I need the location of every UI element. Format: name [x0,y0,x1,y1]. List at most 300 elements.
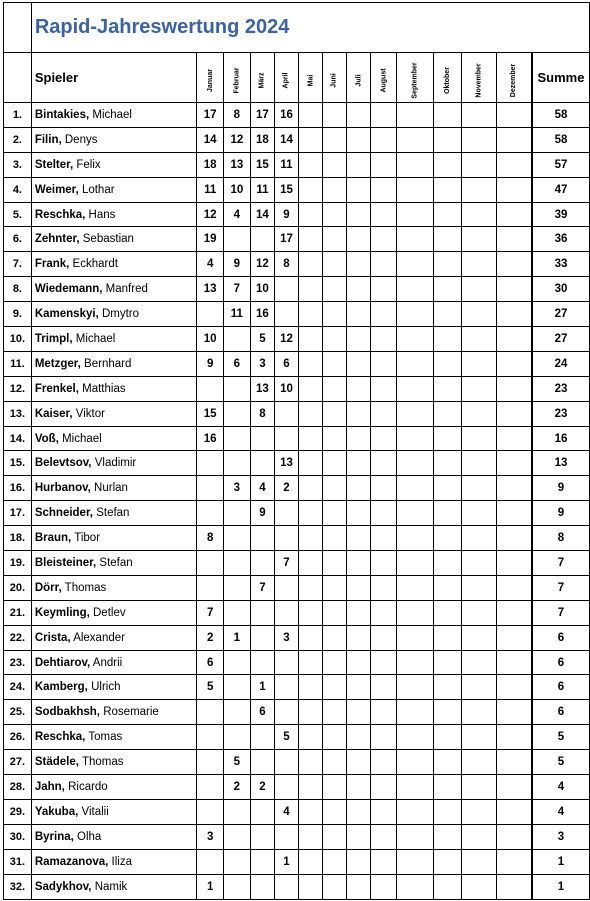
month-score-cell [462,824,497,849]
month-score-cell [497,551,532,576]
month-score-cell [434,775,462,800]
player-cell [31,775,197,800]
month-score-cell [274,650,298,675]
month-score-cell [397,775,434,800]
month-score-cell [347,874,371,899]
month-score-cell [497,775,532,800]
month-score-cell [397,376,434,401]
sum-cell: 6 [532,650,590,675]
month-score-cell [298,799,322,824]
month-score-cell [497,376,532,401]
month-score-cell [371,127,397,152]
player-last-name: Schneider, [34,507,93,520]
player-first-name: Olha [77,830,102,843]
month-score-cell [371,799,397,824]
month-score-cell [497,252,532,277]
month-score-cell [434,376,462,401]
month-score-cell [434,551,462,576]
month-score-cell: 7 [197,600,223,625]
month-score-cell [298,476,322,501]
sum-cell: 4 [532,775,590,800]
sum-cell: 7 [532,575,590,600]
rank-cell: 21. [4,600,32,625]
rank-cell: 8. [4,277,32,302]
month-score-cell [347,725,371,750]
month-score-cell: 16 [250,302,274,327]
month-score-cell [462,252,497,277]
player-cell [31,202,197,227]
month-score-cell: 6 [197,650,223,675]
month-score-cell [322,252,347,277]
month-score-cell [322,775,347,800]
sum-cell: 30 [532,277,590,302]
month-score-cell [274,501,298,526]
month-score-cell: 19 [197,227,223,252]
month-score-cell [371,302,397,327]
month-score-cell [322,600,347,625]
player-cell [31,103,197,128]
month-score-cell [462,600,497,625]
month-score-cell [274,775,298,800]
month-score-cell [462,177,497,202]
month-score-cell [397,750,434,775]
standings-body [4,103,590,900]
rank-cell: 20. [4,575,32,600]
month-score-cell [322,650,347,675]
month-score-cell [497,277,532,302]
player-cell [31,600,197,625]
month-score-cell: 18 [197,152,223,177]
month-score-cell [434,849,462,874]
player-first-name: Vladimir [94,457,137,470]
month-score-cell: 12 [223,127,250,152]
month-score-cell [497,451,532,476]
rank-cell: 6. [4,227,32,252]
player-last-name: Voß, [34,432,59,445]
month-score-cell: 2 [250,775,274,800]
month-score-cell [462,426,497,451]
month-score-cell [298,750,322,775]
month-score-cell [371,327,397,352]
month-score-cell [434,103,462,128]
month-score-cell [223,799,250,824]
rank-cell: 32. [4,874,32,899]
month-score-cell [462,302,497,327]
month-score-cell [371,750,397,775]
player-cell [31,625,197,650]
month-score-cell: 16 [274,103,298,128]
table-row [4,725,590,750]
month-score-cell [497,874,532,899]
player-first-name: Andrii [92,656,123,669]
month-score-cell: 10 [223,177,250,202]
player-cell [31,127,197,152]
month-score-cell [322,376,347,401]
month-score-cell [434,277,462,302]
month-score-cell [223,451,250,476]
player-cell [31,799,197,824]
month-score-cell [462,277,497,302]
month-score-cell [497,302,532,327]
month-score-cell [371,725,397,750]
rank-cell: 17. [4,501,32,526]
player-last-name: Kaiser, [34,407,73,420]
month-score-cell [298,252,322,277]
rank-cell: 2. [4,127,32,152]
month-score-cell [298,376,322,401]
month-score-cell [322,177,347,202]
month-score-cell: 13 [274,451,298,476]
month-score-cell: 1 [250,675,274,700]
player-first-name: Stefan [99,556,133,569]
month-score-cell [434,152,462,177]
month-score-cell [434,725,462,750]
month-score-cell [462,526,497,551]
table-row [4,799,590,824]
month-score-cell: 5 [223,750,250,775]
table-row [4,252,590,277]
month-header-label: September [411,61,419,99]
sum-cell: 6 [532,625,590,650]
rank-cell: 13. [4,401,32,426]
player-last-name: Metzger, [34,357,81,370]
sum-cell: 36 [532,227,590,252]
month-header-label: Januar [206,68,214,92]
rank-cell: 22. [4,625,32,650]
rank-cell: 7. [4,252,32,277]
month-score-cell [250,874,274,899]
player-cell [31,650,197,675]
month-score-cell [347,575,371,600]
month-score-cell [347,103,371,128]
rank-cell: 25. [4,700,32,725]
month-score-cell [347,252,371,277]
month-score-cell [497,177,532,202]
month-score-cell [250,426,274,451]
rank-cell: 28. [4,775,32,800]
month-score-cell [347,501,371,526]
month-score-cell [250,625,274,650]
player-first-name: Eckhardt [72,258,118,271]
rank-cell: 9. [4,302,32,327]
sum-cell: 58 [532,127,590,152]
month-score-cell: 3 [197,824,223,849]
month-score-cell [497,426,532,451]
sum-cell: 1 [532,849,590,874]
month-score-cell [371,575,397,600]
month-score-cell: 6 [223,351,250,376]
player-first-name: Sebastian [82,233,134,246]
player-cell [31,476,197,501]
month-score-cell [298,451,322,476]
month-score-cell: 18 [250,127,274,152]
month-score-cell [298,700,322,725]
table-row [4,376,590,401]
month-score-cell [371,824,397,849]
month-score-cell [371,277,397,302]
month-score-cell [434,202,462,227]
month-score-cell [347,451,371,476]
table-row [4,302,590,327]
sum-cell: 33 [532,252,590,277]
month-score-cell [347,327,371,352]
month-score-cell [322,526,347,551]
month-score-cell: 11 [223,302,250,327]
month-score-cell [434,227,462,252]
month-score-cell [397,675,434,700]
month-score-cell [434,650,462,675]
month-score-cell [497,824,532,849]
month-score-cell: 9 [197,351,223,376]
month-score-cell [462,202,497,227]
month-header [197,53,223,103]
month-score-cell [322,202,347,227]
player-last-name: Reschka, [34,208,86,221]
month-score-cell [347,202,371,227]
month-score-cell [322,426,347,451]
month-score-cell [250,551,274,576]
month-score-cell [347,227,371,252]
month-score-cell [371,874,397,899]
month-score-cell [397,874,434,899]
month-score-cell [434,600,462,625]
month-score-cell [274,824,298,849]
month-score-cell: 10 [197,327,223,352]
month-score-cell [197,849,223,874]
player-cell [31,451,197,476]
month-score-cell [347,302,371,327]
month-score-cell [347,824,371,849]
month-header [274,53,298,103]
month-score-cell [371,401,397,426]
month-score-cell [371,600,397,625]
month-score-cell [397,451,434,476]
month-score-cell [274,600,298,625]
month-score-cell: 12 [197,202,223,227]
table-row [4,625,590,650]
month-score-cell [250,849,274,874]
month-score-cell [371,849,397,874]
month-score-cell [497,849,532,874]
month-score-cell [397,351,434,376]
table-row [4,277,590,302]
player-first-name: Nurlan [94,482,128,495]
month-score-cell [223,650,250,675]
month-score-cell [371,103,397,128]
month-score-cell [497,127,532,152]
month-score-cell [371,451,397,476]
player-last-name: Frenkel, [34,382,79,395]
table-row [4,675,590,700]
month-header [223,53,250,103]
player-last-name: Bintakies, [34,108,90,121]
month-score-cell [298,426,322,451]
month-score-cell [298,127,322,152]
month-score-cell: 11 [197,177,223,202]
month-score-cell: 17 [274,227,298,252]
player-cell [31,551,197,576]
month-score-cell [371,152,397,177]
month-score-cell [322,874,347,899]
month-score-cell [298,351,322,376]
player-last-name: Dehtiarov, [34,656,91,669]
month-score-cell: 7 [274,551,298,576]
player-last-name: Kamenskyi, [34,308,99,321]
player-first-name: Matthias [82,382,126,395]
month-score-cell [462,551,497,576]
month-header [250,53,274,103]
month-score-cell [298,650,322,675]
table-row [4,700,590,725]
month-score-cell [322,501,347,526]
rank-cell: 24. [4,675,32,700]
month-score-cell [298,152,322,177]
month-score-cell [197,302,223,327]
table-row [4,501,590,526]
player-cell [31,152,197,177]
table-row [4,526,590,551]
month-score-cell: 8 [223,103,250,128]
month-score-cell [397,849,434,874]
month-score-cell [223,327,250,352]
player-first-name: Felix [76,158,101,171]
player-cell [31,351,197,376]
month-score-cell: 14 [197,127,223,152]
month-score-cell [462,675,497,700]
player-first-name: Stefan [96,507,130,520]
month-score-cell [197,799,223,824]
month-score-cell [223,551,250,576]
month-score-cell [397,152,434,177]
player-last-name: Wiedemann, [34,283,103,296]
month-score-cell: 9 [250,501,274,526]
month-score-cell [298,625,322,650]
month-score-cell [274,277,298,302]
rank-cell: 18. [4,526,32,551]
rank-cell: 15. [4,451,32,476]
month-score-cell [462,351,497,376]
rank-cell: 27. [4,750,32,775]
month-score-cell [298,575,322,600]
player-cell [31,526,197,551]
month-score-cell [397,103,434,128]
month-score-cell [497,700,532,725]
month-score-cell [250,650,274,675]
player-cell [31,227,197,252]
month-score-cell [371,376,397,401]
player-last-name: Zehnter, [34,233,80,246]
month-score-cell [462,327,497,352]
table-row [4,849,590,874]
player-cell [31,376,197,401]
month-score-cell [462,127,497,152]
player-last-name: Trimpl, [34,332,73,345]
month-score-cell [197,501,223,526]
player-last-name: Braun, [34,532,72,545]
month-score-cell: 10 [250,277,274,302]
month-score-cell: 13 [250,376,274,401]
month-score-cell [298,824,322,849]
month-score-cell [497,351,532,376]
sum-cell: 4 [532,799,590,824]
month-score-cell [347,351,371,376]
month-score-cell [371,351,397,376]
month-score-cell: 8 [274,252,298,277]
player-first-name: Hans [88,208,116,221]
month-score-cell [298,600,322,625]
month-score-cell [274,874,298,899]
sum-cell: 16 [532,426,590,451]
month-score-cell: 10 [274,376,298,401]
table-row [4,600,590,625]
rank-cell: 31. [4,849,32,874]
rank-cell: 1. [4,103,32,128]
player-last-name: Sodbakhsh, [34,706,101,719]
month-score-cell: 2 [197,625,223,650]
month-score-cell [347,277,371,302]
month-score-cell [322,750,347,775]
month-score-cell [223,575,250,600]
month-score-cell [223,501,250,526]
month-score-cell [497,476,532,501]
month-score-cell [371,426,397,451]
month-score-cell [274,526,298,551]
month-score-cell [223,849,250,874]
player-first-name: Vitalii [81,805,109,818]
player-last-name: Kamberg, [34,681,88,694]
month-header [298,53,322,103]
month-score-cell [371,675,397,700]
player-first-name: Viktor [75,407,105,420]
month-score-cell [274,700,298,725]
month-score-cell [223,401,250,426]
month-score-cell [298,302,322,327]
sum-cell: 7 [532,600,590,625]
rank-cell: 26. [4,725,32,750]
month-score-cell [371,501,397,526]
player-cell [31,824,197,849]
month-score-cell [322,127,347,152]
month-score-cell [322,625,347,650]
month-score-cell [397,476,434,501]
month-score-cell [462,575,497,600]
month-score-cell [397,327,434,352]
month-score-cell [434,700,462,725]
month-score-cell: 4 [223,202,250,227]
month-score-cell [497,750,532,775]
player-last-name: Crista, [34,631,71,644]
player-first-name: Michael [92,108,132,121]
month-score-cell [274,575,298,600]
player-last-name: Weimer, [34,183,79,196]
player-last-name: Reschka, [34,731,86,744]
month-score-cell [322,302,347,327]
sum-cell: 6 [532,675,590,700]
month-score-cell: 4 [274,799,298,824]
month-score-cell [347,401,371,426]
player-last-name: Yakuba, [34,805,79,818]
month-score-cell [322,152,347,177]
month-score-cell [497,327,532,352]
month-score-cell [434,401,462,426]
sum-cell: 39 [532,202,590,227]
month-score-cell [322,575,347,600]
month-score-cell: 15 [274,177,298,202]
month-score-cell [298,775,322,800]
player-first-name: Manfred [105,283,148,296]
month-score-cell: 13 [223,152,250,177]
month-score-cell [274,401,298,426]
